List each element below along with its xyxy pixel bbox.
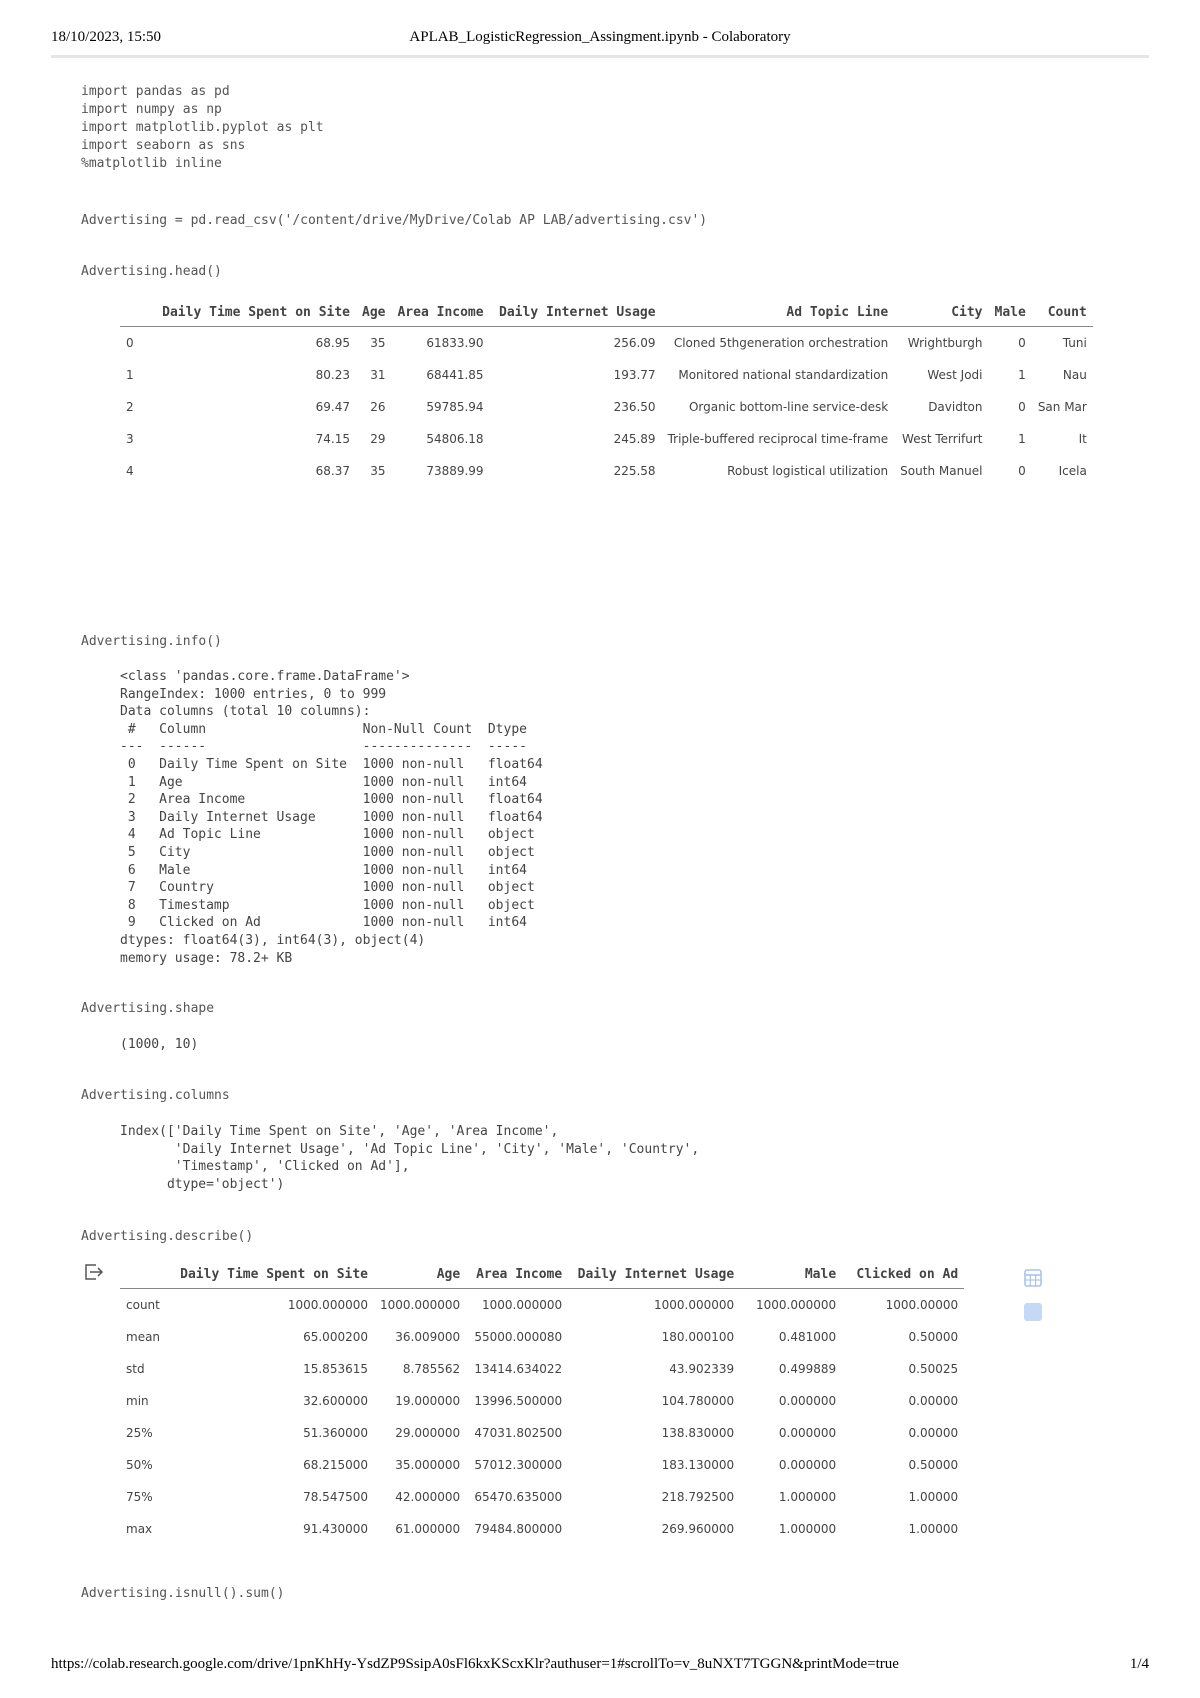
print-datetime: 18/10/2023, 15:50	[51, 29, 162, 45]
columns-output: Index(['Daily Time Spent on Site', 'Age', 'Area Income', 'Daily Internet Usage', 'Ad Topic Line', 'City', 'Male', 'Country', 'Timestamp', 'Clicked on Ad'], dtype='object')	[120, 1124, 700, 1192]
describe-table-col-header: Male	[740, 1267, 842, 1289]
describe-table-row	[120, 1449, 964, 1481]
describe-table-cell: 0.481000	[778, 1330, 837, 1344]
describe-table-cell: 36.009000	[395, 1330, 461, 1344]
head-table-col-header: Ad Topic Line	[662, 305, 895, 327]
head-table-cell: Nau	[1062, 368, 1087, 382]
describe-table-cell: 91.430000	[303, 1522, 368, 1536]
describe-table-cell: 47031.802500	[474, 1426, 563, 1440]
head-table-col-header: Male	[989, 305, 1032, 327]
head-table-cell: 35	[370, 336, 386, 350]
describe-table-row	[120, 1513, 964, 1545]
describe-table-cell: 1000.000000	[380, 1298, 461, 1312]
head-table-row-index: 0	[126, 336, 134, 350]
describe-table-cell: 68.215000	[303, 1458, 368, 1472]
describe-table-row-index: min	[126, 1394, 149, 1408]
describe-table-cell: 1.00000	[908, 1522, 959, 1536]
head-table-row-index: 4	[126, 464, 134, 478]
describe-table-cell: 1000.000000	[482, 1298, 563, 1312]
describe-table-col-header: Area Income	[466, 1267, 568, 1289]
describe-table-row	[120, 1385, 964, 1417]
head-table-col-header: City	[894, 305, 988, 327]
describe-table-col-header: Clicked on Ad	[842, 1267, 964, 1289]
head-table-cell: 68441.85	[426, 368, 484, 382]
code-cell-info[interactable]: Advertising.info()	[81, 634, 222, 649]
page-url: https://colab.research.google.com/drive/1pnKhHy-YsdZP9SsipA0sFl6kxKScxKlr?authuser=1#scrollTo=v_8uNXT7TGGN&printMode=true	[51, 1656, 899, 1672]
head-table-cell: 26	[370, 400, 386, 414]
head-table-cell: Wrightburgh	[907, 336, 983, 350]
describe-table-cell: 78.547500	[303, 1490, 368, 1504]
head-table-cell: 0	[1018, 464, 1026, 478]
head-table-cell: 193.77	[613, 368, 656, 382]
describe-table-cell: 0.499889	[778, 1362, 837, 1376]
head-table-cell: Organic bottom-line service-desk	[688, 400, 889, 414]
describe-table-cell: 55000.000080	[474, 1330, 563, 1344]
head-table-row	[120, 391, 1093, 423]
describe-table	[120, 1267, 964, 1545]
describe-table-cell: 65.000200	[303, 1330, 368, 1344]
describe-table-cell: 0.00000	[908, 1426, 959, 1440]
head-table-row	[120, 455, 1093, 487]
head-table-cell: 73889.99	[426, 464, 484, 478]
describe-table-row-index: max	[126, 1522, 153, 1536]
describe-table-cell: 0.000000	[778, 1426, 837, 1440]
describe-table-cell: 218.792500	[661, 1490, 735, 1504]
describe-table-cell: 42.000000	[395, 1490, 461, 1504]
describe-table-row	[120, 1481, 964, 1513]
head-table-row	[120, 423, 1093, 455]
head-table-col-header: Area Income	[391, 305, 489, 327]
describe-table-cell: 269.960000	[661, 1522, 735, 1536]
code-cell-imports[interactable]: import pandas as pd import numpy as np import matplotlib.pyplot as plt import seaborn as sns %matplotlib inline	[81, 84, 324, 171]
describe-table-cell: 1000.000000	[287, 1298, 368, 1312]
describe-table-cell: 51.360000	[303, 1426, 368, 1440]
head-table-cell: 69.47	[315, 400, 350, 414]
head-table-cell: 59785.94	[426, 400, 484, 414]
describe-table-cell: 1.000000	[778, 1522, 837, 1536]
describe-table-cell: 0.50000	[908, 1458, 959, 1472]
info-output: <class 'pandas.core.frame.DataFrame'> RangeIndex: 1000 entries, 0 to 999 Data columns (total 10 columns): # Column Non-Null Count Dtype --- ------ -------------- ----- 0 Daily Time Spent on Site 1000 non-null float64 1 Age 1000 non-null int64 2 Area Income 1000 non-null float64 3 Daily Internet Usage 1000 non-null float64 4 Ad Topic Line 1000 non-null object 5 City 1000 non-null object 6 Male 1000 non-null int64 7 Country 1000 non-null object 8 Timestamp 1000 non-null object 9 Clicked on Ad 1000 non-null int64 dtypes: float64(3), int64(3), object(4) memory usage: 78.2+ KB	[120, 669, 543, 966]
head-table	[120, 305, 1093, 487]
describe-table-row-index: 50%	[126, 1458, 153, 1472]
head-table-row-index: 2	[126, 400, 134, 414]
describe-table-cell: 8.785562	[402, 1362, 461, 1376]
head-table-cell: 74.15	[315, 432, 350, 446]
code-cell-shape[interactable]: Advertising.shape	[81, 1001, 215, 1016]
describe-table-cell: 61.000000	[395, 1522, 461, 1536]
head-table-cell: 245.89	[613, 432, 656, 446]
head-table-cell: Icela	[1058, 464, 1087, 478]
describe-table-cell: 35.000000	[395, 1458, 461, 1472]
head-table-cell: 1	[1018, 368, 1026, 382]
head-table-cell: 61833.90	[426, 336, 484, 350]
describe-table-col-header: Daily Time Spent on Site	[172, 1267, 374, 1289]
describe-table-row-index: 25%	[126, 1426, 153, 1440]
head-table-cell: 0	[1018, 400, 1026, 414]
describe-table-row	[120, 1289, 964, 1322]
head-table-cell: San Mar	[1037, 400, 1087, 414]
suggest-chart-icon[interactable]	[1023, 1302, 1043, 1322]
describe-table-cell: 13996.500000	[474, 1394, 563, 1408]
code-cell-read-csv[interactable]: Advertising = pd.read_csv('/content/drive/MyDrive/Colab AP LAB/advertising.csv')	[81, 213, 708, 228]
describe-table-cell: 29.000000	[395, 1426, 461, 1440]
describe-table-row-index: std	[126, 1362, 145, 1376]
head-table-cell: 54806.18	[426, 432, 484, 446]
document-title: APLAB_LogisticRegression_Assingment.ipynb - Colaboratory	[409, 29, 791, 45]
head-table-cell: 31	[370, 368, 386, 382]
head-table-row-index: 1	[126, 368, 134, 382]
head-table-cell: 29	[370, 432, 386, 446]
head-table-cell: West Terrifurt	[902, 432, 983, 446]
head-table-cell: 68.37	[315, 464, 350, 478]
describe-table-cell: 183.130000	[661, 1458, 735, 1472]
describe-table-cell: 0.000000	[778, 1394, 837, 1408]
describe-table-cell: 1000.000000	[756, 1298, 837, 1312]
head-table-cell: Triple-buffered reciprocal time-frame	[667, 432, 889, 446]
header-divider	[51, 55, 1149, 58]
describe-table-cell: 104.780000	[661, 1394, 735, 1408]
head-table-cell: 1	[1018, 432, 1026, 446]
table-calculator-icon[interactable]	[1023, 1268, 1043, 1288]
describe-table-row-index: 75%	[126, 1490, 153, 1504]
describe-table-cell: 57012.300000	[474, 1458, 563, 1472]
head-table-row	[120, 327, 1093, 360]
head-table-cell: Monitored national standardization	[678, 368, 889, 382]
describe-table-cell: 0.00000	[908, 1394, 959, 1408]
describe-table-cell: 1000.00000	[885, 1298, 959, 1312]
head-table-col-header: Daily Internet Usage	[490, 305, 662, 327]
describe-table-cell: 1.00000	[908, 1490, 959, 1504]
code-cell-head[interactable]: Advertising.head()	[81, 264, 222, 279]
describe-table-cell: 13414.634022	[474, 1362, 563, 1376]
describe-table-cell: 0.50025	[908, 1362, 959, 1376]
describe-table-cell: 15.853615	[303, 1362, 368, 1376]
describe-table-row	[120, 1353, 964, 1385]
code-cell-columns[interactable]: Advertising.columns	[81, 1088, 230, 1103]
print-header	[0, 0, 1200, 56]
head-table-cell: 0	[1018, 336, 1026, 350]
head-table-cell: South Manuel	[900, 464, 983, 478]
describe-table-col-header: Daily Internet Usage	[568, 1267, 740, 1289]
describe-table-row-index: count	[126, 1298, 160, 1312]
head-table-cell: 35	[370, 464, 386, 478]
head-table-cell: Robust logistical utilization	[727, 464, 889, 478]
describe-table-cell: 138.830000	[661, 1426, 735, 1440]
head-output	[120, 305, 1150, 495]
describe-table-cell: 79484.800000	[474, 1522, 563, 1536]
describe-table-row	[120, 1417, 964, 1449]
head-table-cell: West Jodi	[927, 368, 983, 382]
describe-table-cell: 0.50000	[908, 1330, 959, 1344]
shape-output: (1000, 10)	[120, 1037, 199, 1052]
head-table-cell: 225.58	[613, 464, 656, 478]
describe-table-row-index: mean	[126, 1330, 161, 1344]
head-table-cell: Tuni	[1062, 336, 1087, 350]
describe-table-cell: 0.000000	[778, 1458, 837, 1472]
describe-table-cell: 19.000000	[395, 1394, 461, 1408]
describe-table-cell: 1000.000000	[654, 1298, 735, 1312]
describe-table-cell: 32.600000	[303, 1394, 368, 1408]
head-table-cell: 80.23	[315, 368, 350, 382]
head-table-cell: Cloned 5thgeneration orchestration	[673, 336, 889, 350]
page-number: 1/4	[1129, 1656, 1149, 1672]
head-table-cell: It	[1078, 432, 1087, 446]
head-table-cell: 236.50	[613, 400, 656, 414]
describe-table-col-header	[120, 1267, 172, 1289]
head-table-cell: 68.95	[315, 336, 350, 350]
head-table-cell: Davidton	[928, 400, 983, 414]
output-redirect-icon[interactable]	[84, 1263, 104, 1281]
head-table-col-header: Age	[356, 305, 391, 327]
head-table-col-header: Daily Time Spent on Site	[144, 305, 356, 327]
describe-table-cell: 180.000100	[661, 1330, 735, 1344]
describe-table-cell: 43.902339	[669, 1362, 735, 1376]
head-table-row-index: 3	[126, 432, 134, 446]
describe-table-cell: 1.000000	[778, 1490, 837, 1504]
head-table-cell: 256.09	[613, 336, 656, 350]
code-cell-describe[interactable]: Advertising.describe()	[81, 1229, 254, 1244]
describe-table-cell: 65470.635000	[474, 1490, 563, 1504]
head-table-row	[120, 359, 1093, 391]
head-table-col-header	[120, 305, 144, 327]
head-table-col-header: Count	[1032, 305, 1093, 327]
describe-table-row	[120, 1321, 964, 1353]
code-cell-isnull[interactable]: Advertising.isnull().sum()	[81, 1586, 285, 1601]
describe-table-col-header: Age	[374, 1267, 466, 1289]
